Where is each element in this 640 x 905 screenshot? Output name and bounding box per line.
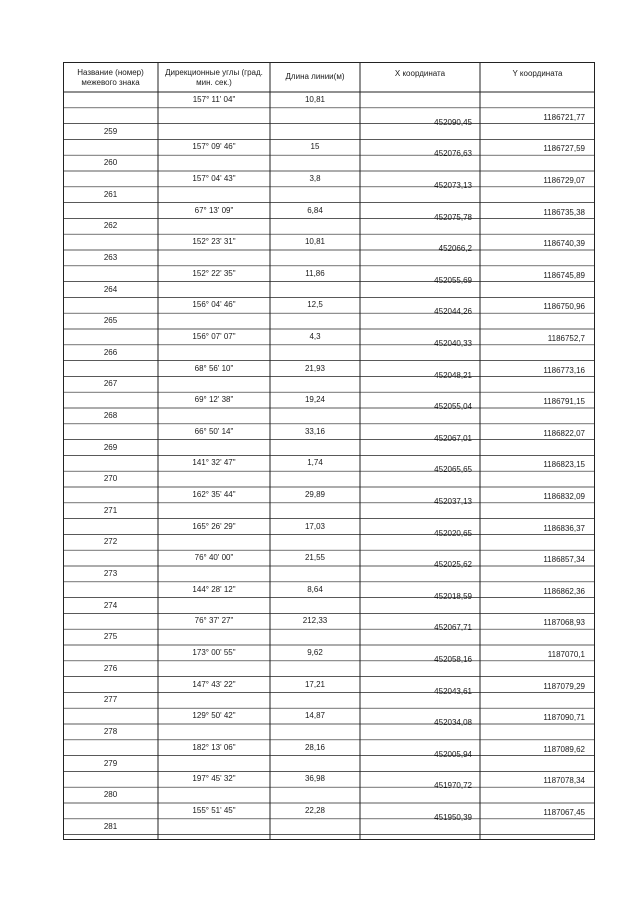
point-y-coordinate: 1186862,36 bbox=[543, 586, 585, 596]
segment-length: 14,87 bbox=[304, 711, 326, 721]
segment-angle: 197° 45' 32" bbox=[192, 774, 236, 784]
point-name: 272 bbox=[103, 537, 118, 547]
point-x-coordinate: 452065,65 bbox=[434, 465, 472, 475]
point-y-coordinate: 1187089,62 bbox=[543, 744, 585, 754]
header-directional-angles: Дирекционные углы (град. мин. сек.) bbox=[165, 68, 263, 87]
header-x-coordinate: X координата bbox=[394, 69, 446, 78]
point-y-coordinate: 1186721,77 bbox=[543, 112, 585, 122]
point-name: 275 bbox=[103, 632, 118, 642]
segment-angle: 173° 00' 55" bbox=[192, 648, 236, 657]
point-x-coordinate: 452055,69 bbox=[434, 275, 472, 285]
point-name: 262 bbox=[103, 221, 118, 231]
segment-length: 12,5 bbox=[307, 300, 323, 310]
point-y-coordinate: 1186791,15 bbox=[543, 397, 585, 407]
segment-length: 6,84 bbox=[307, 205, 323, 215]
segment-length: 9,62 bbox=[307, 648, 323, 657]
point-name: 278 bbox=[103, 727, 118, 736]
segment-angle: 68° 56' 10" bbox=[194, 363, 234, 373]
point-x-coordinate: 452037,13 bbox=[434, 497, 472, 506]
point-name: 281 bbox=[103, 821, 118, 831]
point-name: 270 bbox=[103, 474, 118, 484]
point-x-coordinate: 452044,26 bbox=[434, 307, 472, 317]
segment-length: 3,8 bbox=[309, 174, 321, 183]
segment-length: 33,16 bbox=[304, 426, 326, 436]
point-name: 260 bbox=[103, 158, 118, 168]
segment-length: 10,81 bbox=[304, 95, 326, 104]
segment-length: 28,16 bbox=[304, 742, 326, 752]
segment-length: 17,21 bbox=[304, 679, 326, 689]
segment-length: 212,33 bbox=[302, 616, 328, 626]
segment-length: 1,74 bbox=[307, 458, 323, 468]
point-y-coordinate: 1187079,29 bbox=[543, 681, 585, 691]
point-x-coordinate: 452076,63 bbox=[434, 149, 472, 159]
point-name: 276 bbox=[103, 663, 118, 673]
point-x-coordinate: 452020,65 bbox=[434, 528, 472, 538]
segment-length: 8,64 bbox=[307, 584, 323, 594]
point-x-coordinate: 452075,78 bbox=[434, 212, 472, 222]
point-x-coordinate: 452040,33 bbox=[434, 339, 472, 348]
point-x-coordinate: 451950,39 bbox=[434, 813, 472, 822]
point-x-coordinate: 452018,59 bbox=[434, 591, 472, 601]
point-y-coordinate: 1186836,37 bbox=[543, 523, 585, 533]
point-name: 271 bbox=[103, 505, 118, 515]
point-name: 263 bbox=[103, 253, 118, 262]
point-y-coordinate: 1187070,1 bbox=[547, 650, 585, 659]
point-name: 259 bbox=[103, 126, 118, 136]
point-y-coordinate: 1187078,34 bbox=[543, 776, 585, 786]
segment-angle: 152° 23' 31" bbox=[192, 237, 236, 247]
point-x-coordinate: 452055,04 bbox=[434, 402, 472, 412]
point-name: 266 bbox=[103, 347, 118, 357]
point-x-coordinate: 452025,62 bbox=[434, 560, 472, 570]
header-y-coordinate: Y координата bbox=[512, 69, 563, 78]
point-name: 269 bbox=[103, 442, 118, 452]
point-x-coordinate: 452067,01 bbox=[434, 433, 472, 443]
point-name: 274 bbox=[103, 600, 118, 610]
point-y-coordinate: 1186823,15 bbox=[543, 460, 585, 470]
point-x-coordinate: 452067,71 bbox=[434, 623, 472, 633]
point-y-coordinate: 1186832,09 bbox=[543, 492, 585, 501]
segment-length: 19,24 bbox=[304, 395, 326, 405]
segment-angle: 76° 37' 27" bbox=[194, 616, 234, 626]
segment-length: 29,89 bbox=[304, 490, 326, 499]
segment-length: 21,55 bbox=[304, 553, 326, 563]
segment-angle: 155° 51' 45" bbox=[192, 806, 236, 815]
point-name: 267 bbox=[103, 379, 118, 389]
point-x-coordinate: 452005,94 bbox=[434, 749, 472, 759]
header-line-length: Длина линии(м) bbox=[285, 72, 345, 81]
segment-angle: 66° 50' 14" bbox=[194, 426, 234, 436]
point-name: 268 bbox=[103, 411, 118, 420]
point-name: 261 bbox=[103, 189, 118, 199]
point-y-coordinate: 1187090,71 bbox=[543, 713, 585, 723]
segment-angle: 157° 04' 43" bbox=[192, 174, 236, 183]
segment-angle: 144° 28' 12" bbox=[192, 584, 236, 594]
point-y-coordinate: 1186752,7 bbox=[547, 334, 585, 343]
point-x-coordinate: 451970,72 bbox=[434, 781, 472, 791]
point-x-coordinate: 452034,08 bbox=[434, 718, 472, 728]
segment-angle: 76° 40' 00" bbox=[194, 553, 234, 563]
point-y-coordinate: 1186857,34 bbox=[543, 555, 585, 565]
header-point-name: Название (номер) межевого знака bbox=[77, 68, 144, 87]
segment-length: 17,03 bbox=[304, 521, 326, 531]
point-name: 279 bbox=[103, 758, 118, 768]
segment-angle: 69° 12' 38" bbox=[194, 395, 234, 405]
point-x-coordinate: 452090,45 bbox=[434, 117, 472, 127]
point-y-coordinate: 1186740,39 bbox=[543, 239, 585, 249]
point-y-coordinate: 1186745,89 bbox=[543, 270, 585, 280]
segment-angle: 67° 13' 09" bbox=[194, 205, 234, 215]
segment-length: 36,98 bbox=[304, 774, 326, 784]
segment-length: 15 bbox=[310, 142, 320, 152]
segment-length: 4,3 bbox=[309, 332, 321, 341]
segment-angle: 157° 09' 46" bbox=[192, 142, 236, 152]
point-y-coordinate: 1186750,96 bbox=[543, 302, 585, 312]
segment-angle: 156° 04' 46" bbox=[192, 300, 236, 310]
point-y-coordinate: 1186735,38 bbox=[543, 207, 585, 217]
point-name: 265 bbox=[103, 316, 118, 326]
segment-angle: 147° 43' 22" bbox=[192, 679, 236, 689]
point-x-coordinate: 452043,61 bbox=[434, 686, 472, 696]
point-x-coordinate: 452058,16 bbox=[434, 655, 472, 664]
coordinates-table bbox=[63, 62, 595, 840]
segment-angle: 157° 11' 04" bbox=[192, 95, 236, 104]
point-x-coordinate: 452048,21 bbox=[434, 370, 472, 380]
point-y-coordinate: 1186729,07 bbox=[543, 176, 585, 185]
point-name: 273 bbox=[103, 569, 118, 578]
segment-angle: 182° 13' 06" bbox=[192, 742, 236, 752]
point-x-coordinate: 452073,13 bbox=[434, 181, 472, 190]
point-name: 277 bbox=[103, 695, 118, 705]
segment-length: 21,93 bbox=[304, 363, 326, 373]
segment-length: 11,86 bbox=[305, 268, 325, 278]
point-y-coordinate: 1187068,93 bbox=[543, 618, 585, 628]
segment-length: 10,81 bbox=[304, 237, 326, 247]
point-name: 280 bbox=[103, 790, 118, 800]
segment-angle: 156° 07' 07" bbox=[192, 332, 236, 341]
segment-length: 22,28 bbox=[304, 806, 326, 815]
point-y-coordinate: 1186727,59 bbox=[543, 144, 585, 154]
point-y-coordinate: 1187067,45 bbox=[543, 808, 585, 817]
point-x-coordinate: 452066,2 bbox=[438, 244, 472, 254]
segment-angle: 152° 22' 35" bbox=[192, 268, 236, 278]
segment-angle: 162° 35' 44" bbox=[192, 490, 236, 499]
segment-angle: 141° 32' 47" bbox=[192, 458, 236, 468]
point-name: 264 bbox=[103, 284, 118, 294]
point-y-coordinate: 1186822,07 bbox=[543, 428, 585, 438]
segment-angle: 129° 50' 42" bbox=[192, 711, 236, 721]
segment-angle: 165° 26' 29" bbox=[192, 521, 236, 531]
point-y-coordinate: 1186773,16 bbox=[543, 365, 585, 375]
